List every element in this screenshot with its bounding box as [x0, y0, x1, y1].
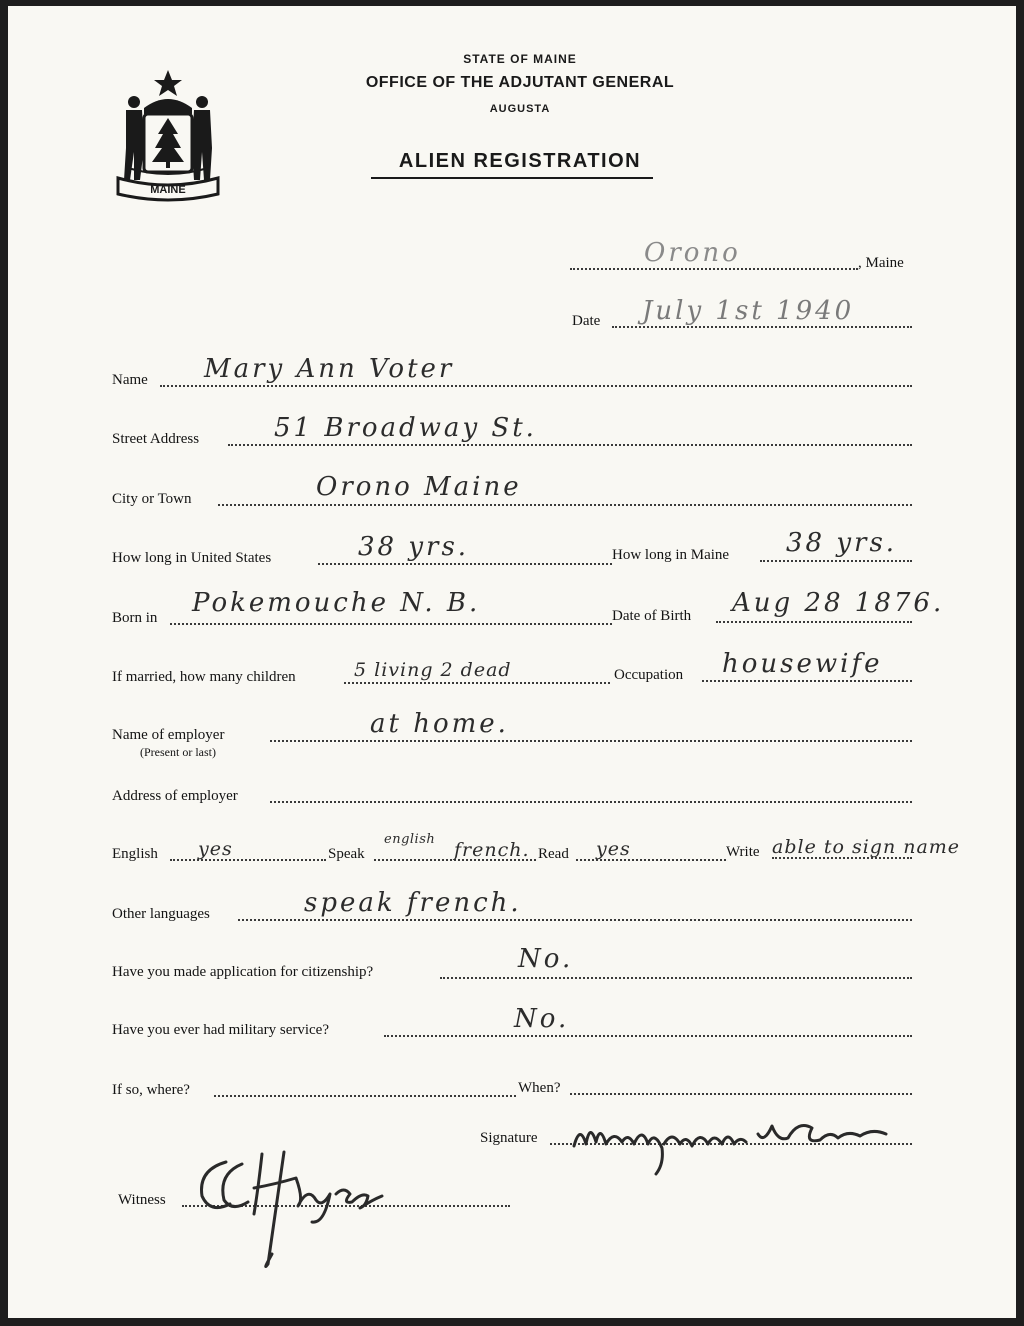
military-value: No.	[514, 1004, 570, 1034]
date-label: Date	[572, 313, 601, 329]
registration-form	[8, 6, 1016, 1318]
city-value: Orono Maine	[316, 472, 522, 502]
signature-mark	[568, 1100, 928, 1180]
maine-seal-icon	[114, 68, 222, 202]
place-value: Orono	[644, 238, 741, 268]
dob-label: Date of Birth	[612, 608, 692, 624]
street-address-value: 51 Broadway St.	[274, 413, 537, 443]
header-city: AUGUSTA	[489, 103, 551, 115]
name-label: Name	[112, 372, 148, 388]
speak-value-bottom: french.	[454, 839, 530, 861]
form-title: ALIEN REGISTRATION	[398, 150, 642, 172]
citizenship-value: No.	[518, 944, 574, 974]
years-us-label: How long in United States	[112, 550, 272, 566]
citizenship-label: Have you made application for citizenship?	[112, 964, 374, 980]
title-underline	[371, 177, 653, 179]
signature-label: Signature	[480, 1130, 538, 1146]
place-label: , Maine	[858, 255, 904, 271]
witness-label: Witness	[118, 1192, 166, 1208]
other-languages-label: Other languages	[112, 906, 210, 922]
write-value: able to sign name	[772, 836, 961, 858]
where-label: If so, where?	[112, 1082, 190, 1098]
other-languages-value: speak french.	[304, 888, 522, 918]
born-in-value: Pokemouche N. B.	[192, 588, 481, 618]
date-value: July 1st 1940	[642, 296, 855, 326]
name-value: Mary Ann Voter	[204, 354, 455, 384]
employer-sublabel: (Present or last)	[140, 745, 216, 759]
born-in-label: Born in	[112, 610, 158, 626]
header-office: OFFICE OF THE ADJUTANT GENERAL	[365, 74, 675, 91]
write-label: Write	[726, 844, 760, 860]
children-label: If married, how many children	[112, 669, 296, 685]
dob-value: Aug 28 1876.	[732, 588, 945, 618]
svg-text:MAINE: MAINE	[150, 184, 186, 196]
children-value: 5 living 2 dead	[354, 659, 512, 681]
speak-value-top: english	[384, 832, 436, 847]
when-label: When?	[518, 1080, 561, 1096]
witness-signature-mark	[192, 1144, 412, 1274]
city-label: City or Town	[112, 491, 192, 507]
street-address-label: Street Address	[112, 431, 200, 447]
years-maine-label: How long in Maine	[612, 547, 730, 563]
occupation-label: Occupation	[614, 667, 684, 683]
employer-label: Name of employer	[112, 727, 225, 743]
speak-label: Speak	[328, 846, 365, 862]
employer-value: at home.	[370, 709, 509, 739]
military-label: Have you ever had military service?	[112, 1022, 329, 1038]
english-value: yes	[198, 838, 233, 860]
read-value: yes	[596, 838, 631, 860]
years-us-value: 38 yrs.	[358, 532, 470, 562]
read-label: Read	[538, 846, 569, 862]
occupation-value: housewife	[722, 649, 883, 679]
employer-address-label: Address of employer	[112, 788, 238, 804]
header-state: STATE OF MAINE	[463, 52, 577, 66]
years-maine-value: 38 yrs.	[786, 528, 898, 558]
english-label: English	[112, 846, 158, 862]
